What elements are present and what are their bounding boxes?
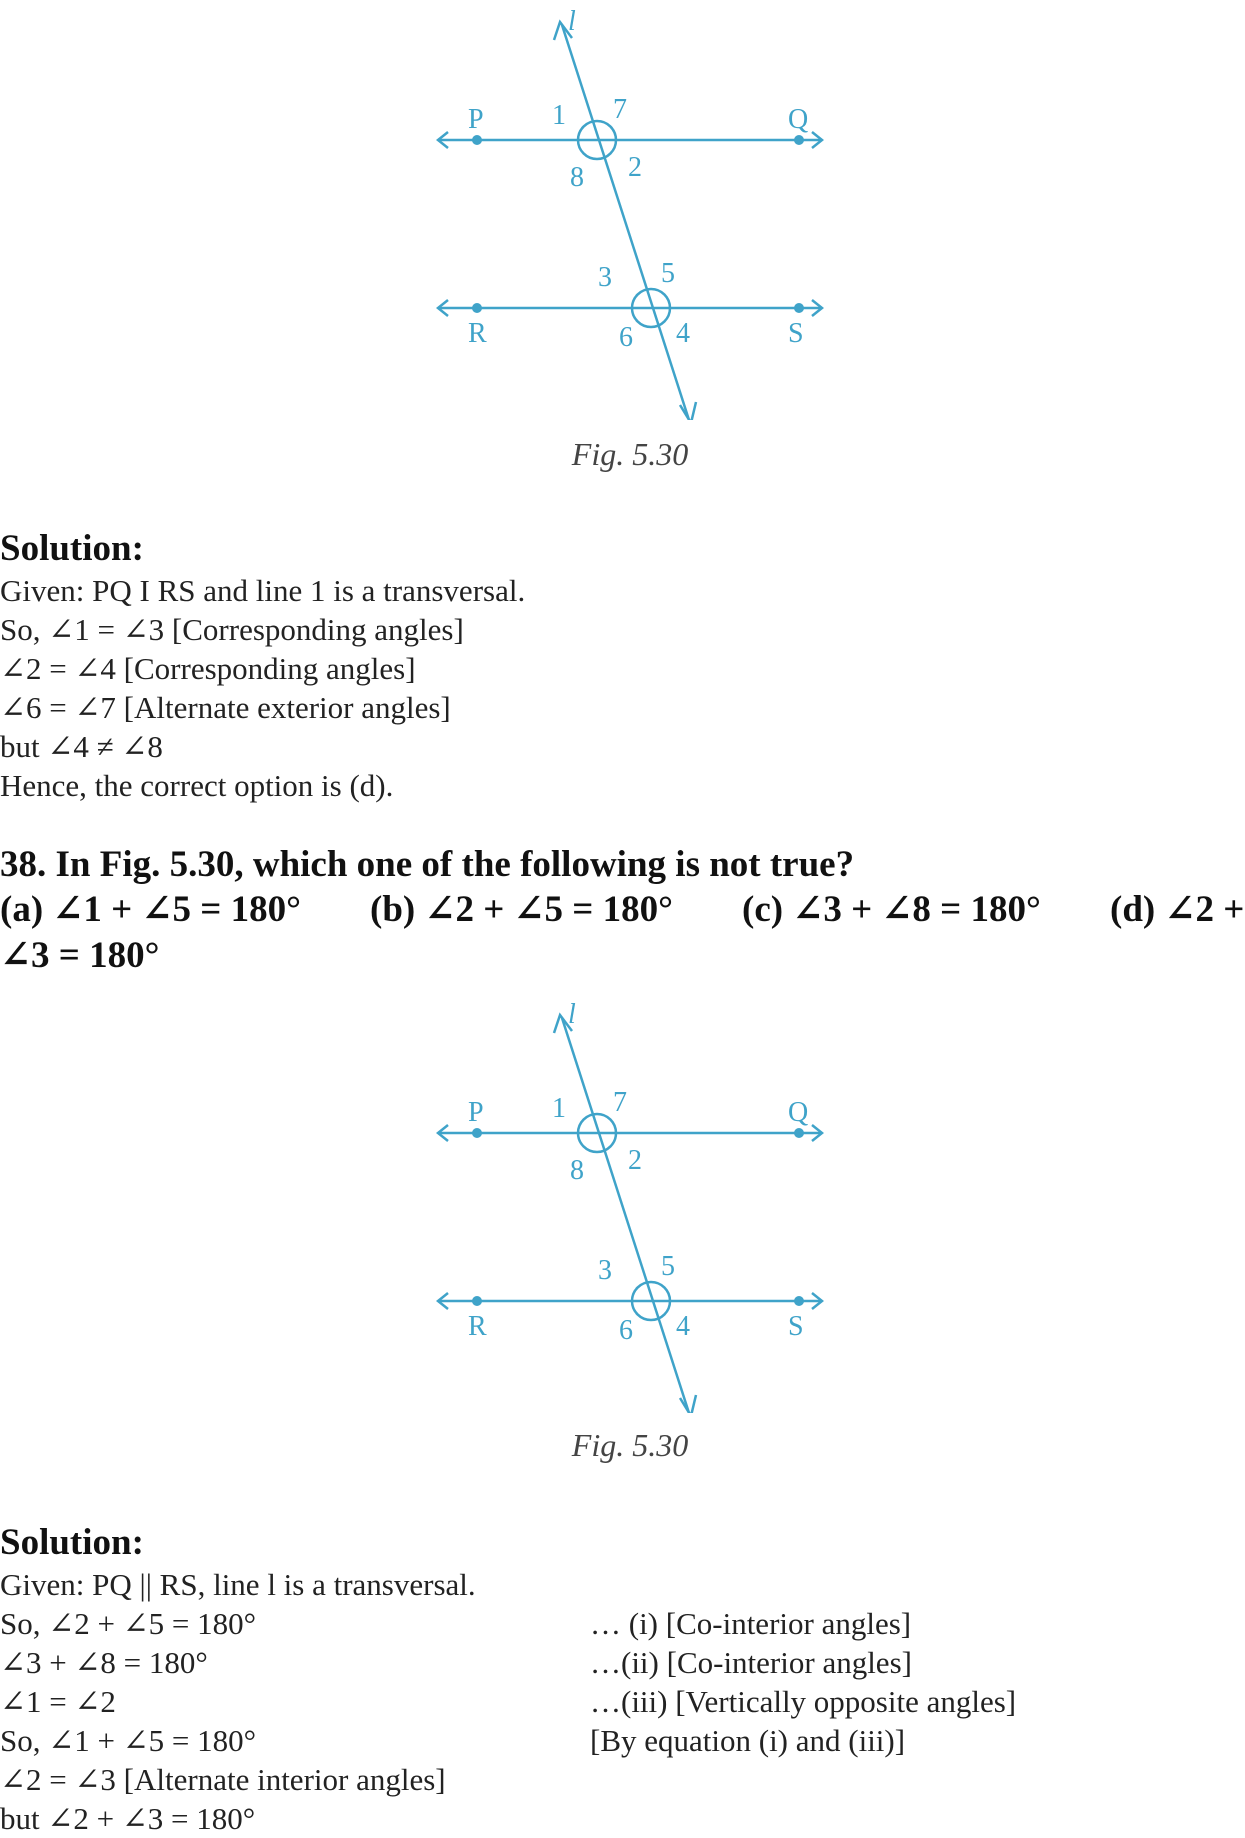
angle-label-1: 1	[552, 100, 566, 131]
angle-label-3: 3	[598, 262, 612, 293]
angle-label-5: 5	[661, 1251, 675, 1282]
angle-label-4: 4	[676, 318, 690, 349]
option-b: (b) ∠2 + ∠5 = 180°	[370, 889, 673, 930]
angle-label-7: 7	[613, 94, 627, 125]
label-q: Q	[788, 104, 809, 135]
solution-given: Given: PQ || RS, line l is a transversal.	[0, 1567, 476, 1602]
solution-line: ∠2 = ∠3 [Alternate interior angles]	[0, 1762, 446, 1797]
solution-row	[0, 1721, 1245, 1760]
arrow-down-l	[680, 402, 696, 420]
solution-2	[0, 1521, 1245, 1838]
figure-caption: Fig. 5.30	[571, 1427, 689, 1463]
point-r	[472, 303, 482, 313]
solution-row	[0, 1604, 1245, 1643]
angle-label-4: 4	[676, 1311, 690, 1342]
figure-caption: Fig. 5.30	[571, 436, 689, 472]
figure-5-30-bottom	[420, 993, 840, 1463]
label-r: R	[468, 318, 487, 349]
solution-row-left: ∠3 + ∠8 = 180°	[0, 1645, 208, 1680]
label-s: S	[788, 318, 804, 349]
solution-row-right: … (i) [Co-interior angles]	[590, 1606, 912, 1641]
point-q	[794, 135, 804, 145]
arrow-down-l	[680, 1395, 696, 1413]
angle-label-6: 6	[619, 1315, 633, 1346]
options-row-continued	[0, 933, 1245, 979]
label-q: Q	[788, 1097, 809, 1128]
transversal-line	[562, 1018, 689, 1413]
solution-row	[0, 1643, 1245, 1682]
solution-row-right: …(iii) [Vertically opposite angles]	[590, 1684, 1017, 1719]
angle-label-2: 2	[628, 152, 642, 183]
question-38	[0, 842, 1245, 979]
transversal-diagram	[420, 993, 840, 1413]
solution-line: but ∠2 + ∠3 = 180°	[0, 1801, 256, 1836]
solution-row-left: So, ∠1 + ∠5 = 180°	[0, 1723, 257, 1758]
label-s: S	[788, 1311, 804, 1342]
solution-row-right: [By equation (i) and (iii)]	[590, 1723, 906, 1758]
label-r: R	[468, 1311, 487, 1342]
solution-1	[0, 527, 1245, 805]
option-d-continued: ∠3 = 180°	[0, 935, 160, 976]
figure-5-30-top	[420, 0, 840, 472]
label-l: l	[568, 6, 576, 37]
label-p: P	[468, 104, 484, 135]
option-c: (c) ∠3 + ∠8 = 180°	[742, 889, 1041, 930]
label-p: P	[468, 1097, 484, 1128]
transversal-line	[562, 25, 689, 420]
options-row	[0, 887, 1245, 933]
option-d: (d) ∠2 +	[1110, 889, 1245, 930]
solution-line: ∠2 = ∠4 [Corresponding angles]	[0, 651, 416, 686]
angle-label-5: 5	[661, 258, 675, 289]
angle-label-7: 7	[613, 1087, 627, 1118]
solution-line: So, ∠1 = ∠3 [Corresponding angles]	[0, 612, 464, 647]
question-title: 38. In Fig. 5.30, which one of the following is not true?	[0, 844, 855, 885]
solution-heading: Solution:	[0, 1522, 144, 1563]
angle-label-8: 8	[570, 162, 584, 193]
point-s	[794, 303, 804, 313]
transversal-diagram	[420, 0, 840, 420]
solution-line: but ∠4 ≠ ∠8	[0, 729, 163, 764]
angle-label-8: 8	[570, 1155, 584, 1186]
solution-row	[0, 1682, 1245, 1721]
point-p	[472, 1128, 482, 1138]
solution-row-left: ∠1 = ∠2	[0, 1684, 116, 1719]
point-p	[472, 135, 482, 145]
point-r	[472, 1296, 482, 1306]
angle-label-6: 6	[619, 322, 633, 353]
option-a: (a) ∠1 + ∠5 = 180°	[0, 889, 301, 930]
angle-label-1: 1	[552, 1093, 566, 1124]
label-l: l	[568, 999, 576, 1030]
solution-line: Given: PQ I RS and line 1 is a transversal.	[0, 573, 526, 608]
point-s	[794, 1296, 804, 1306]
angle-label-3: 3	[598, 1255, 612, 1286]
solution-line: Hence, the correct option is (d).	[0, 768, 394, 803]
point-q	[794, 1128, 804, 1138]
solution-line: ∠6 = ∠7 [Alternate exterior angles]	[0, 690, 451, 725]
solution-heading: Solution:	[0, 528, 144, 569]
angle-label-2: 2	[628, 1145, 642, 1176]
solution-row-right: …(ii) [Co-interior angles]	[590, 1645, 912, 1680]
solution-row-left: So, ∠2 + ∠5 = 180°	[0, 1606, 257, 1641]
